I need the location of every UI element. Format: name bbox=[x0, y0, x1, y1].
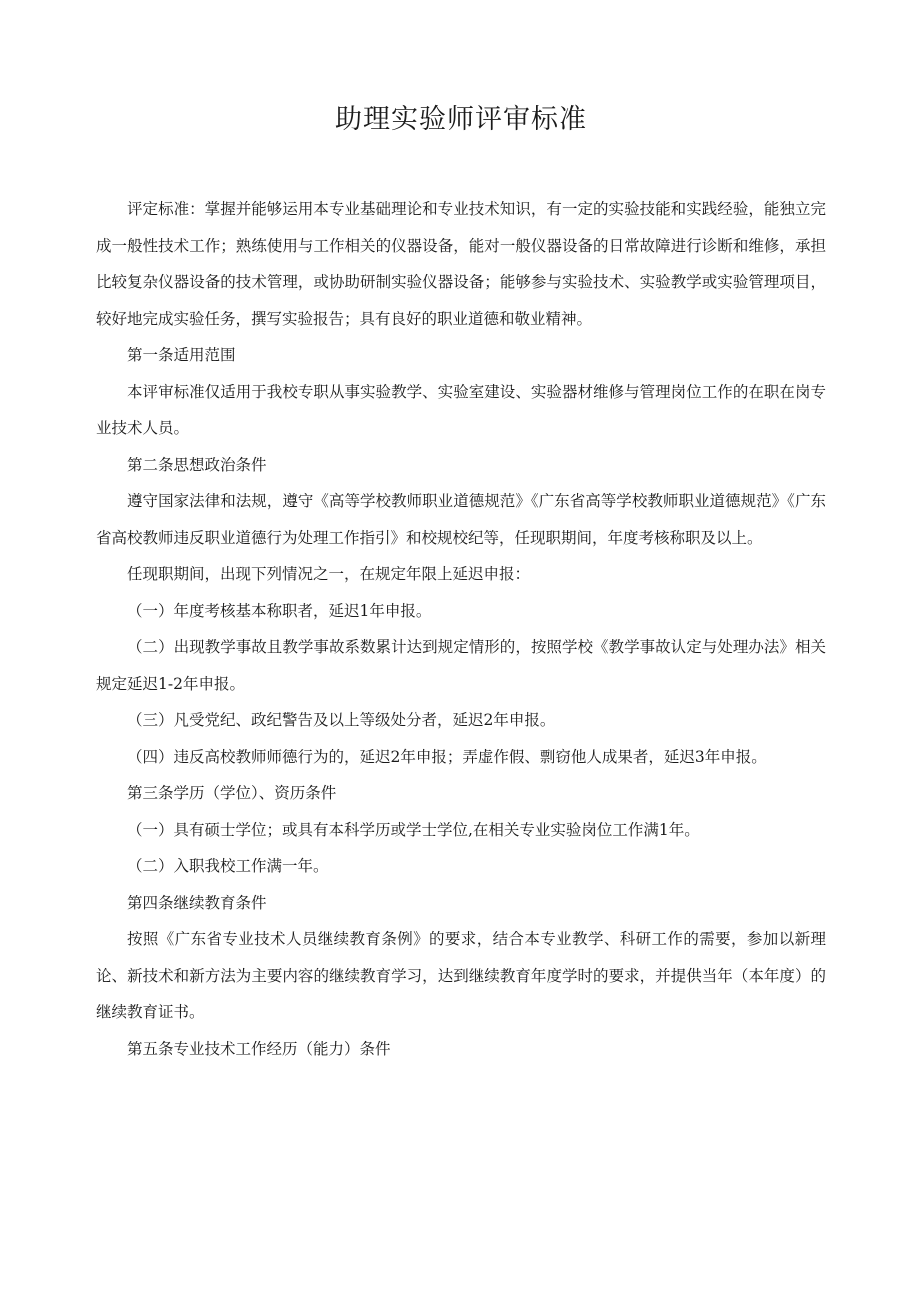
heading-article-4: 第四条继续教育条件 bbox=[127, 893, 267, 912]
list-item-delay-3: （三）凡受党纪、政纪警告及以上等级处分者，延迟2年申报。 bbox=[127, 711, 556, 729]
document-title: 助理实验师评审标准 bbox=[335, 104, 587, 135]
document-body bbox=[96, 191, 826, 1067]
list-item-delay-2: （二）出现教学事故且教学事故系数累计达到规定情形的，按照学校《教学事故认定与处理办法》相关规定延迟1-2年申报。 bbox=[96, 638, 826, 693]
heading-article-2: 第二条思想政治条件 bbox=[127, 455, 267, 474]
paragraph-continuing-education: 按照《广东省专业技术人员继续教育条例》的要求，结合本专业教学、科研工作的需要，参加以新理论、新技术和新方法为主要内容的继续教育学习，达到继续教育年度学时的要求，并提供当年（本年度）的继续教育证书。 bbox=[96, 930, 826, 1021]
list-item-delay-1: （一）年度考核基本称职者，延迟1年申报。 bbox=[127, 601, 432, 620]
list-item-delay-4: （四）违反高校教师师德行为的，延迟2年申报；弄虚作假、剽窃他人成果者，延迟3年申报。 bbox=[127, 747, 767, 766]
heading-article-5: 第五条专业技术工作经历（能力）条件 bbox=[127, 1039, 391, 1058]
paragraph-scope: 本评审标准仅适用于我校专职从事实验教学、实验室建设、实验器材维修与管理岗位工作的在职在岗专业技术人员。 bbox=[96, 382, 826, 437]
paragraph-delay-intro: 任现职期间，出现下列情况之一，在规定年限上延迟申报： bbox=[127, 565, 531, 583]
heading-article-3: 第三条学历（学位）、资历条件 bbox=[127, 784, 337, 802]
heading-article-1: 第一条适用范围 bbox=[127, 346, 236, 364]
paragraph-political-conditions: 遵守国家法律和法规，遵守《高等学校教师职业道德规范》《广东省高等学校教师职业道德规范》《广东省高校教师违反职业道德行为处理工作指引》和校规校纪等，任现职期间，年度考核称职及以上。 bbox=[96, 492, 826, 547]
list-item-education-2: （二）入职我校工作满一年。 bbox=[127, 857, 329, 875]
paragraph-evaluation-standard: 评定标准：掌握并能够运用本专业基础理论和专业技术知识，有一定的实验技能和实践经验，能独立完成一般性技术工作；熟练使用与工作相关的仪器设备，能对一般仪器设备的日常故障进行诊断和维修，承担比较复杂仪器设备的技术管理，或协助研制实验仪器设备；能够参与实验技术、实验教学或实验管理项目，较好地完成实验任务，撰写实验报告；具有良好的职业道德和敬业精神。 bbox=[96, 200, 826, 328]
list-item-education-1: （一）具有硕士学位；或具有本科学历或学士学位,在相关专业实验岗位工作满1年。 bbox=[127, 820, 700, 839]
